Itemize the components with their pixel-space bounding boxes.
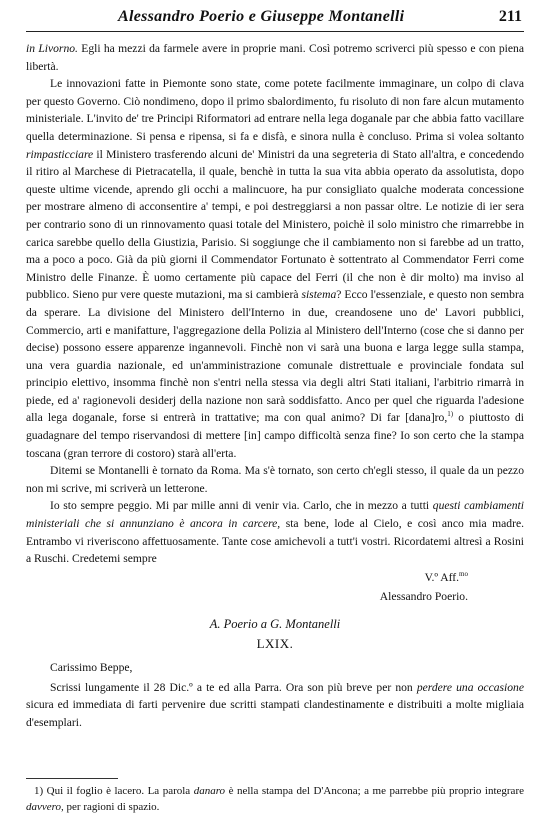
footnote-text: è nella stampa del D'Ancona; a me parrebbe più proprio integrare bbox=[225, 785, 524, 797]
signoff bbox=[26, 568, 524, 606]
salutation: Carissimo Beppe, bbox=[50, 661, 133, 674]
letter-heading-text: A. Poerio a G. Montanelli bbox=[209, 616, 341, 631]
paragraph-text: ? Ecco l'essenziale, e questo non sembra da sperare. La divisione del Ministero dell'Interno in due, creandosene uno de' Lavori pubblici, Commercio, arti e manifatture, l'aggregazione della Polizia al Ministero dell'Interno (cose che si danno per decise) possono essere apparenze ingannevoli. Finchè non vi sarà una buona e larga legge sulla stampa, una vera guardia nazionale, ed un'amministrazione comunale distrettuale e provinciale fondata sul principio elettivo, insomma finchè non s'entri nella stessa via degli altri Stati italiani, l'arbitrio rimarrà in piede, ed a' ragionevoli desiderj della nazione non sarà soddisfatto. Anco per quel che riguarda l'adesione alla lega doganale, forse si entrerà in trattative; ma con qual animo? Di far [dana]ro, bbox=[26, 288, 524, 425]
footnote-marker: 1) bbox=[447, 410, 454, 419]
paragraph-text: sta bene, lode al Cielo, e così anco mia madre. Entrambo vi riveriscono affettuosamente. Tante cose amichevoli a tutt'i vostri. Ricordatemi altresì a Rosini a Ruschi. Credetemi sempre bbox=[26, 517, 524, 566]
italic-text: danaro bbox=[193, 785, 226, 797]
page-number: 211 bbox=[498, 8, 522, 25]
paragraph-text: Egli ha mezzi da farmele avere in proprie mani. Così potremo scriverci più spesso e con piena libertà. bbox=[26, 42, 524, 73]
signoff-superscript: mo bbox=[459, 569, 468, 578]
paragraph-4 bbox=[26, 497, 524, 567]
letter-heading bbox=[26, 616, 524, 634]
italic-text: questi cambiamenti ministeriali che si annunziano è ancora in carcere, bbox=[26, 499, 524, 531]
paragraph-2 bbox=[26, 75, 524, 462]
signoff-name: Alessandro Poerio. bbox=[379, 589, 468, 603]
footnote-text: 1) Qui il foglio è lacero. La parola bbox=[34, 785, 194, 797]
page-body bbox=[26, 40, 524, 731]
italic-text: davvero, bbox=[26, 800, 64, 813]
italic-text: in Livorno. bbox=[26, 42, 78, 55]
paragraph-text: Le innovazioni fatte in Piemonte sono state, come potete facilmente immaginare, un colpo di clava per questo Governo. Ciò nondimeno, dopo il primo sbalordimento, fu risoluto di non fare alcun mutamento ministeriale. L'invito de' tre Principi Riformatori ad entrare nella lega doganale par che abbia fatto vacillare quella determinazione. Si pensa e ripensa, si fa e disfà, e sinora nulla è concluso. Prima si volea soltanto bbox=[26, 77, 524, 143]
italic-text: rimpasticciare bbox=[26, 147, 94, 161]
paragraph-text: Scrissi lungamente il 28 Dic.º a te ed alla Parra. Ora son più breve per non bbox=[50, 680, 417, 694]
footnote-text: per ragioni di spazio. bbox=[63, 800, 160, 813]
paragraph-text: il Ministero trasferendo alcuni de' Ministri da una segreteria di Stato all'altra, e concedendo il ritiro al Marchese di Pietracatella, il quale, benchè in tutta la sua vita abbia operato da assolutista, dopo queste ultime vicende, aprendo gli occhi a malincuore, ha pur consigliato qualche moderata concessione per mostrare almeno di acconsentire a' tempi, e poi destreggiarsi a non passar oltre. Le notizie di ier sera per contrario sono di un rinnovamento quasi totale del Ministero, poichè il solo ministro che rimarrebbe in carica sarebbe quello della Giustizia, Parisio. Si soggiunge che il cambiamento non si farebbe ad un tratto, ma a poco a poco. Già da più giorni il Commendator Fortunato è sottentrato al Commendator Ferri come Ministro delle Finanze. È uomo certamente più capace del Ferri (il che non è dir molto) ma inviso al pubblico. Sieno pur vere queste mutazioni, ma si cambierà bbox=[26, 147, 524, 302]
header-rule bbox=[26, 31, 524, 32]
paragraph-text: Io sto sempre peggio. Mi par mille anni di venir via. Carlo, che in mezzo a tutti bbox=[50, 499, 433, 513]
page-header bbox=[26, 8, 524, 30]
paragraph-3: Ditemi se Montanelli è tornato da Roma. Ma s'è tornato, son certo ch'egli stesso, il quale da un pezzo non mi scrive, mi scriverà un letterone. bbox=[26, 464, 524, 495]
signoff-closing bbox=[26, 568, 468, 587]
signoff-text: V.º Aff. bbox=[424, 570, 460, 584]
italic-text: perdere una occasione bbox=[416, 680, 524, 694]
paragraph-text: sicura ed immediata di farti pervenire due scritti stampati clandestinamente e distribuiti a molte migliaia d'esemplari. bbox=[26, 698, 524, 729]
footnote bbox=[26, 784, 524, 815]
paragraph-1 bbox=[26, 40, 524, 75]
paragraph-text: o piuttosto di guadagnare del tempo riservandosi di mettere [in] campo difficoltà senza fine? Io son certo che la stampa toscana (gran terrore di costoro) starà all'erta. bbox=[26, 411, 524, 460]
running-head: Alessandro Poerio e Giuseppe Montanelli bbox=[118, 8, 405, 25]
paragraph-5 bbox=[26, 679, 524, 732]
italic-text: sistema bbox=[301, 288, 337, 302]
letter-number: LXIX. bbox=[256, 636, 294, 652]
footnote-rule bbox=[26, 778, 118, 779]
